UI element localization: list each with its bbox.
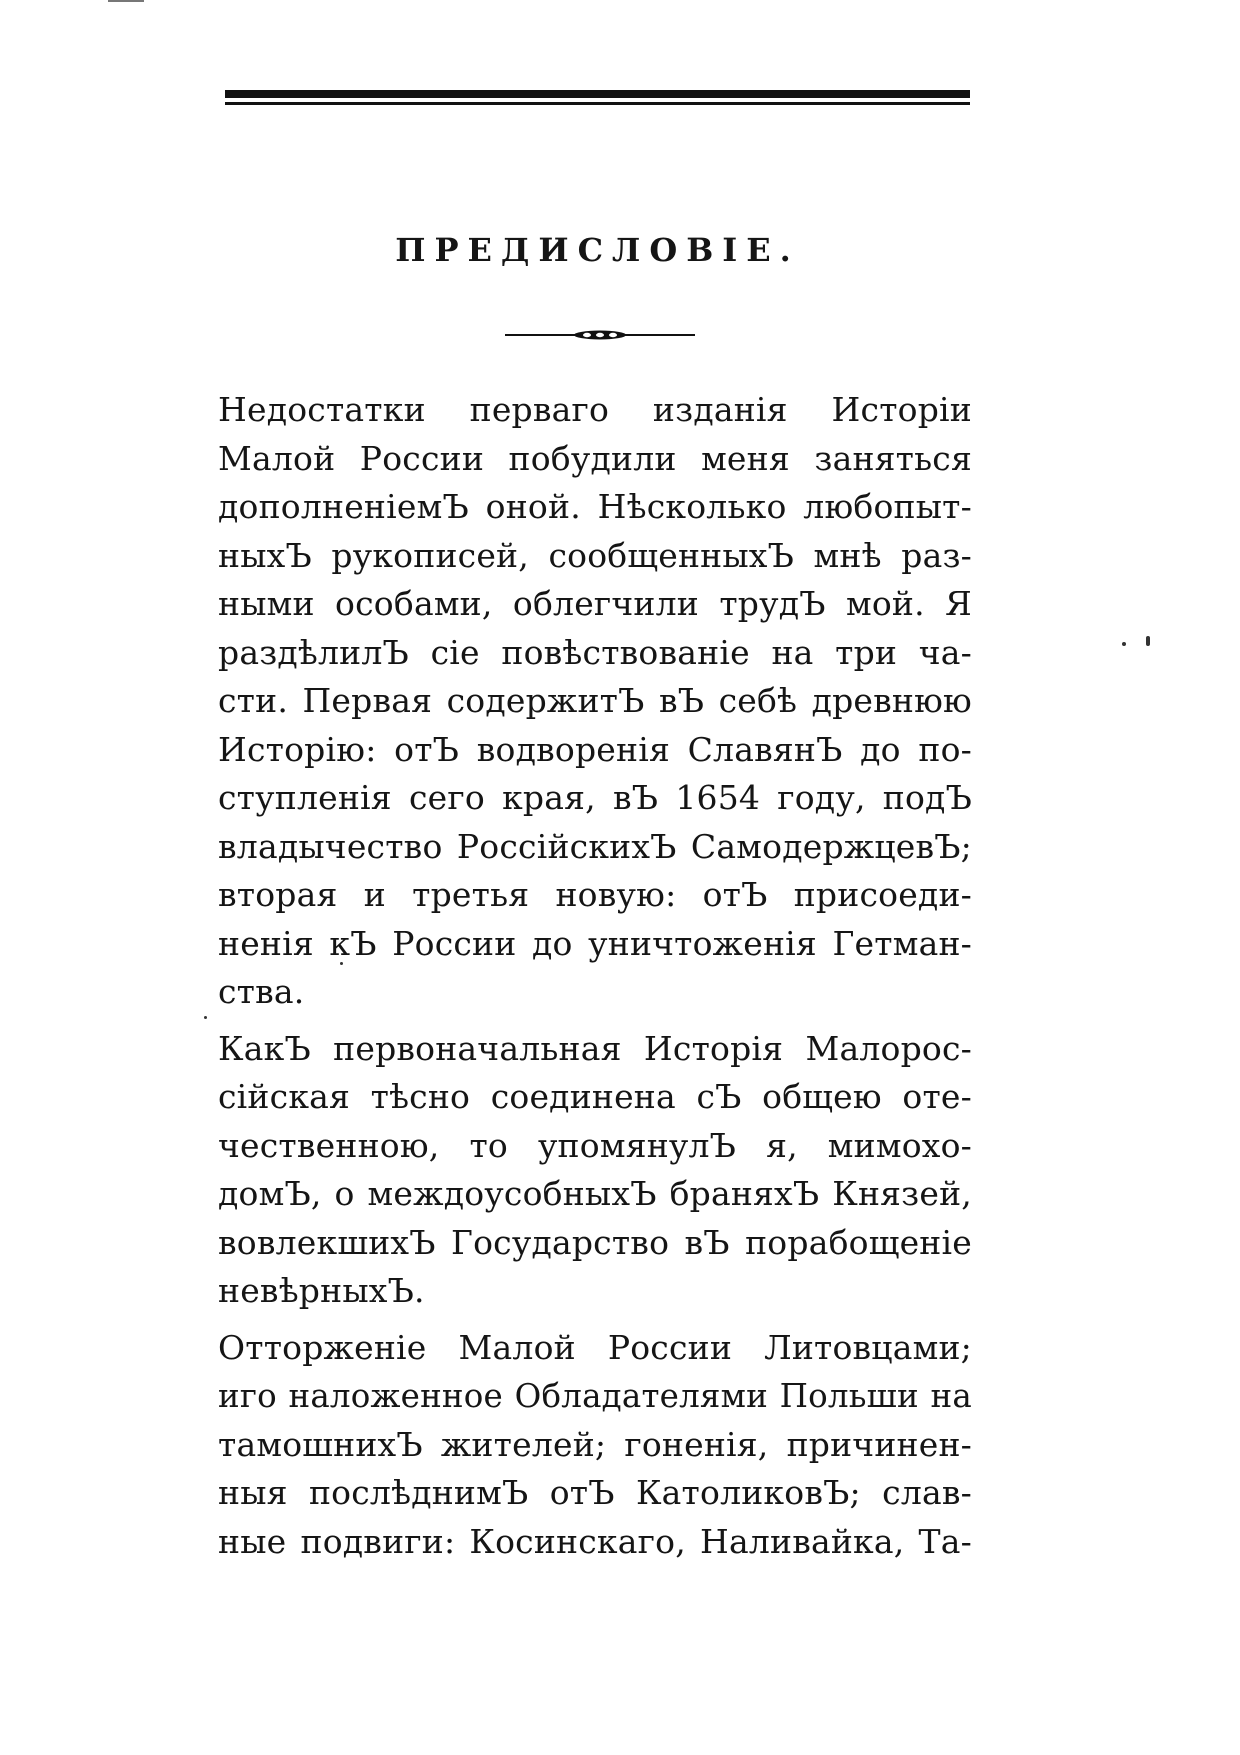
text-line: вовлекшихЪ Государство вЪ порабощеніе: [218, 1222, 972, 1262]
header-rule-thick: [225, 90, 970, 98]
title-ornament: [505, 328, 695, 342]
text-line: невѣрныхЪ.: [218, 1271, 425, 1310]
margin-speck: [1122, 642, 1126, 646]
text-line: раздѣлилЪ сіе повѣствованіе на три ча-: [218, 632, 972, 672]
text-line: Малой России побудили меня заняться: [218, 438, 972, 478]
page-title: ПРЕДИСЛОВІЕ.: [395, 231, 800, 269]
text-line: сійская тѣсно соединена сЪ общею оте-: [218, 1077, 972, 1116]
text-line: владычество РоссійскихЪ СамодержцевЪ;: [218, 826, 972, 866]
text-line: домЪ, о междоусобныхЪ браняхЪ Князей,: [218, 1174, 972, 1213]
paragraph-2: [218, 1025, 972, 1316]
text-line: КакЪ первоначальная Исторія Малорос-: [218, 1028, 972, 1068]
text-line: Отторженіе Малой России Литовцами;: [218, 1327, 972, 1367]
text-line: ступленія сего края, вЪ 1654 году, подЪ: [218, 778, 972, 817]
margin-speck: [204, 1016, 207, 1019]
paragraph-3: [218, 1324, 972, 1567]
paragraph-gap: [218, 1017, 972, 1025]
paragraph-gap: [218, 1316, 972, 1324]
text-line: вторая и третья новую: отЪ присоеди-: [218, 875, 972, 914]
paragraph-1: [218, 386, 972, 1017]
header-rule-thin: [225, 102, 970, 105]
text-line: ныя послѣднимЪ отЪ КатоликовЪ; слав-: [218, 1473, 972, 1512]
body-text: [218, 386, 972, 1566]
text-line: тамошнихЪ жителей; гоненія, причинен-: [218, 1424, 972, 1464]
margin-speck: [1146, 636, 1150, 646]
scan-artifact: [108, 0, 144, 7]
header-double-rule: [225, 90, 970, 107]
text-line: ные подвиги: Косинскаго, Наливайка, Та-: [218, 1521, 972, 1561]
margin-speck: [340, 962, 343, 965]
text-line: ными особами, облегчили трудЪ мой. Я: [218, 584, 972, 623]
text-line: Исторію: отЪ водворенія СлавянЪ до по-: [218, 729, 972, 769]
text-line: ныхЪ рукописей, сообщенныхЪ мнѣ раз-: [218, 535, 972, 575]
text-line: чественною, то упомянулЪ я, мимохо-: [218, 1125, 972, 1165]
text-line: сти. Первая содержитЪ вЪ себѣ древнюю: [218, 681, 972, 720]
text-line: дополненіемЪ оной. Нѣсколько любопыт-: [218, 487, 972, 526]
text-line: иго наложенное Обладателями Польши на: [218, 1377, 972, 1415]
text-line: ненія кЪ России до уничтоженія Гетман-: [218, 923, 972, 963]
text-line: ства.: [218, 972, 305, 1011]
text-line: Недостатки перваго изданія Исторіи: [218, 390, 972, 429]
